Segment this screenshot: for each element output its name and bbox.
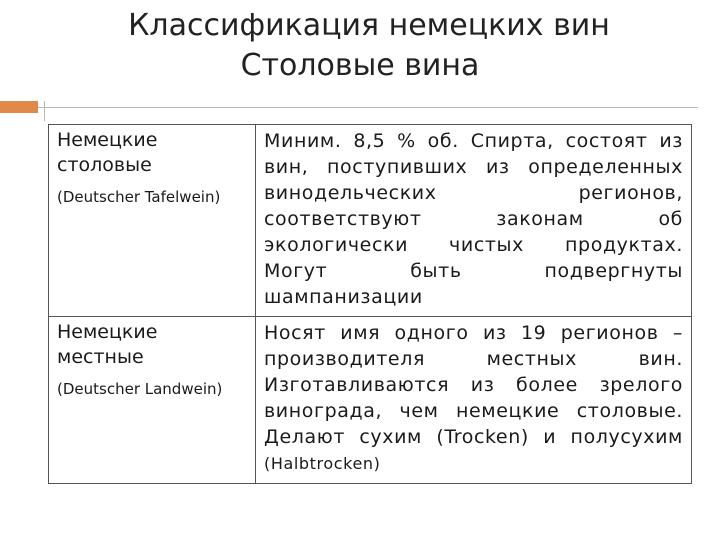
wine-category-original: (Deutscher Tafelwein) (57, 188, 221, 206)
wine-description-cell (256, 125, 692, 317)
wine-category-cell (49, 317, 256, 484)
wine-category-cell (49, 125, 256, 317)
title-line-2: Столовые вина (240, 48, 480, 83)
wine-category-original: (Deutscher Landwein) (57, 380, 223, 398)
table-row (49, 125, 692, 317)
slide-title (0, 6, 720, 86)
wine-description: Миним. 8,5 % об. Спирта, состоят из вин, поступивших из определенных винодельческих регионов, соответствуют законам об экологически чистых продуктах. Могут быть подвергнуты шампанизации (264, 130, 683, 308)
wine-description-cell (256, 317, 692, 484)
title-divider (38, 107, 698, 108)
title-line-1: Классификация немецких вин (128, 8, 610, 43)
accent-bar (0, 101, 38, 113)
divider-vertical-mark (44, 101, 45, 121)
wine-description-container (264, 320, 683, 477)
wine-classification-table (48, 124, 692, 484)
wine-description: Носят имя одного из 19 регионов – производителя местных вин. Изготавливаются из более зрелого винограда, чем немецкие столовые. Делают сухим (Trocken) и полусухим (264, 322, 683, 448)
wine-category-name: Немецкие столовые (57, 129, 158, 176)
table-row (49, 317, 692, 484)
wine-category-name: Немецкие местные (57, 321, 158, 368)
wine-description-tail: (Halbtrocken) (264, 454, 381, 473)
